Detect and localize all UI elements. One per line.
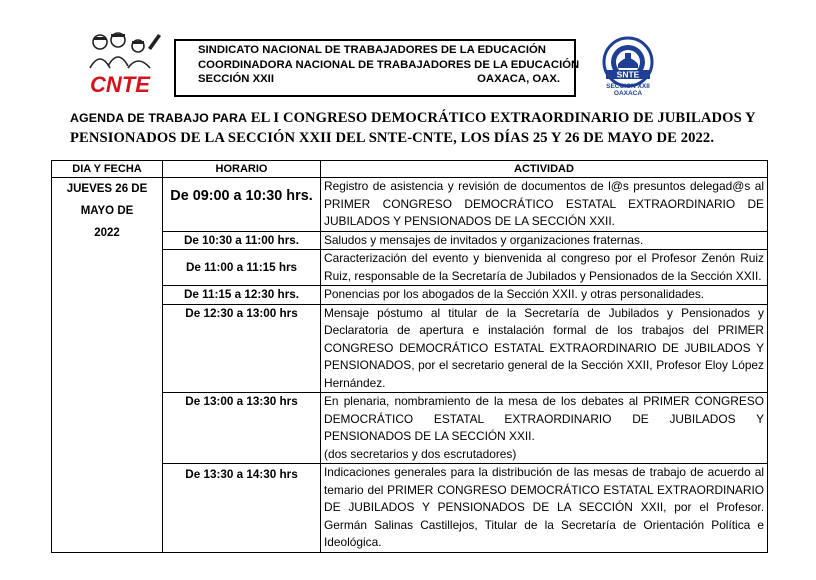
day-cell <box>52 178 163 553</box>
time-cell: De 12:30 a 13:00 hrs <box>163 304 321 393</box>
header-box <box>174 39 580 97</box>
agenda-title-rest: EL I CONGRESO DEMOCRÁTICO EXTRAORDINARIO DE JUBILADOS Y <box>247 110 756 126</box>
activity-cell: Ponencias por los abogados de la Sección XXII. y otras personalidades. <box>321 286 768 305</box>
activity-cell: Indicaciones generales para la distribución de las mesas de trabajo de acuerdo al temario del PRIMER CONGRESO DEMOCRÁTICO ESTATAL EXTRAORDINARIO DE JUBILADOS Y PENSIONADOS DE LA SECCIÓN XXII, por el Profesor. Germán Salinas Castillejos, Titular de la Secretaría de Orientación Política e Ideológica. <box>321 464 768 553</box>
snte-logo-text: SNTE <box>616 69 640 80</box>
activity-text: En plenaria, nombramiento de la mesa de los debates al PRIMER CONGRESO DEMOCRÁTICO ESTATAL EXTRAORDINARIO DE JUBILADOS Y PENSIONADOS DE LA SECCIÓN XXII. <box>324 394 764 443</box>
cnte-logo-text: CNTE <box>90 72 150 97</box>
header-day: DIA Y FECHA <box>52 161 163 178</box>
snte-logo-sub2: OAXACA <box>613 90 643 97</box>
activity-cell: Saludos y mensajes de invitados y organizaciones fraternas. <box>321 231 768 250</box>
time-cell: De 13:00 a 13:30 hrs <box>163 393 321 464</box>
header-activity: ACTIVIDAD <box>321 161 768 178</box>
time-cell: De 11:15 a 12:30 hrs. <box>163 286 321 305</box>
header-city: OAXACA, OAX. <box>477 73 560 85</box>
time-cell: De 13:30 a 14:30 hrs <box>163 464 321 553</box>
day-line-3: 2022 <box>94 227 120 239</box>
time-cell: De 09:00 a 10:30 hrs. <box>163 178 321 232</box>
activity-cell: Mensaje póstumo al titular de la Secretaría de Jubilados y Pensionados y Declaratoria de apertura e instalación formal de los trabajos del PRIMER CONGRESO DEMOCRÁTICO ESTATAL EXTRAORDINARIO DE JUBILADOS Y PENSIONADOS, por el secretario general de la Sección XXII, Profesor Eloy López Hernández. <box>321 304 768 393</box>
agenda-title-lead: AGENDA DE TRABAJO PARA <box>70 111 248 125</box>
header-time: HORARIO <box>163 161 321 178</box>
agenda-title-line-2: PENSIONADOS DE LA SECCIÓN XXII DEL SNTE-CNTE, LOS DÍAS 25 Y 26 DE MAYO DE 2022. <box>70 130 715 146</box>
header-line-3 <box>198 72 562 87</box>
table-header-row <box>52 161 768 178</box>
snte-seal <box>594 36 662 98</box>
agenda-title-line-1 <box>70 108 770 128</box>
header-line-2: COORDINADORA NACIONAL DE TRABAJADORES DE LA EDUCACIÓN <box>198 58 580 71</box>
day-line-1: JUEVES 26 DE <box>66 183 148 195</box>
table-row <box>52 178 768 232</box>
activity-cell: Caracterización del evento y bienvenida al congreso por el Profesor Zenón Ruiz Ruiz, responsable de la Secretaría de Jubilados y Pensionados de la Sección XXII. <box>321 250 768 286</box>
snte-logo-sub1: SECCION XXII <box>606 83 650 90</box>
agenda-title <box>70 108 770 148</box>
time-cell: De 11:00 a 11:15 hrs <box>163 250 321 286</box>
agenda-table <box>51 160 768 553</box>
day-line-2: MAYO DE <box>80 205 134 217</box>
activity-cell <box>321 393 768 464</box>
time-cell: De 10:30 a 11:00 hrs. <box>163 231 321 250</box>
activity-extra: (dos secretarios y dos escrutadores) <box>324 446 517 461</box>
header-section: SECCIÓN XXII <box>198 73 274 85</box>
activity-cell: Registro de asistencia y revisión de documentos de l@s presuntos delegad@s al PRIMER CONGRESO DEMOCRÁTICO ESTATAL EXTRAORDINARIO DE JUBILADOS Y PENSIONADOS DE LA SECCIÓN XXII. <box>321 178 768 232</box>
header-line-1: SINDICATO NACIONAL DE TRABAJADORES DE LA EDUCACIÓN <box>198 44 546 56</box>
cnte-logo <box>80 28 166 98</box>
